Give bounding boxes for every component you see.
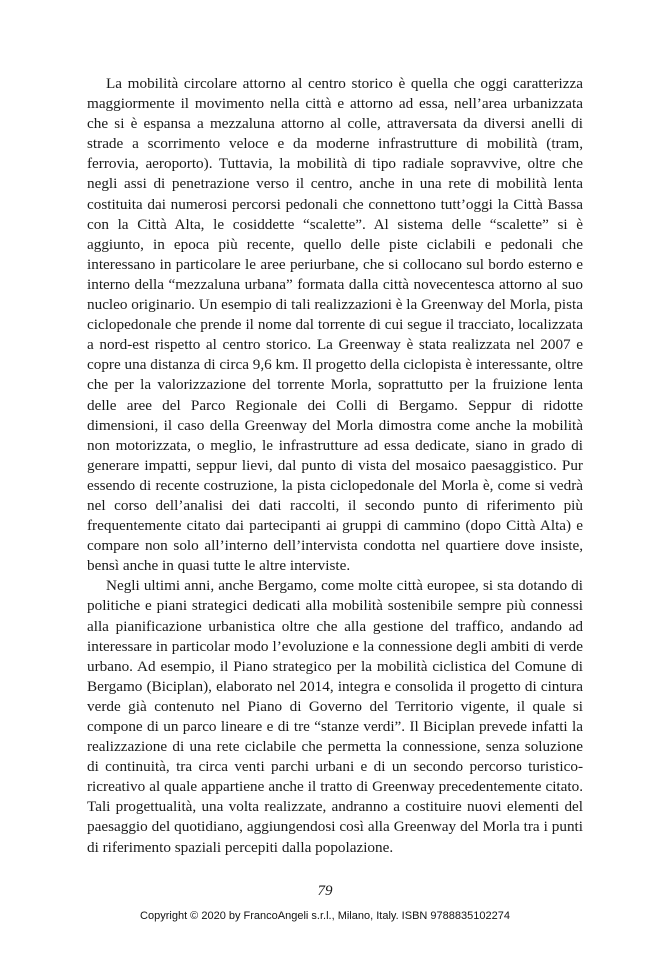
paragraph: La mobilità circolare attorno al centro storico è quella che oggi caratterizza maggiormente il movimento nella città e attorno ad essa, nell’area urbanizzata che si è espansa a mezzaluna attorno al colle, attraversata da diversi anelli di strade a scorrimento veloce e da moderne infrastrutture di mobilità (tram, ferrovia, aeroporto). Tuttavia, la mobilità di tipo radiale sopravvive, oltre che negli assi di penetrazione verso il centro, anche in una rete di mobilità lenta costituita dai numerosi percorsi pedonali che connettono tutt’oggi la Città Bassa con la Città Alta, le cosiddette “scalette”. Al sistema delle “scalette” si è aggiunto, in epoca più recente, quello delle piste ciclabili e pedonali che interessano in particolare le aree periurbane, che si collocano sul bordo esterno e interno della “mezzaluna urbana” formata dalla città novecentesca attorno al suo nucleo originario. Un esempio di tali realizzazioni è la Greenway del Morla, pista ciclopedonale che prende il nome dal torrente di cui segue il tracciato, localizzata a nord-est rispetto al centro storico. La Greenway è stata realizzata nel 2007 e copre una distanza di circa 9,6 km. Il progetto della ciclopista è interessante, oltre che per la valorizzazione del torrente Morla, soprattutto per la fruizione lenta delle aree del Parco Regionale dei Colli di Bergamo. Seppur di ridotte dimensioni, il caso della Greenway del Morla dimostra come anche la mobilità non motorizzata, o meglio, le infrastrutture ad essa dedicate, siano in grado di generare impatti, seppur lievi, dal punto di vista del mosaico paesaggistico. Pur essendo di recente costruzione, la pista ciclopedonale del Morla è, come si vedrà nel corso dell’analisi dei dati raccolti, il secondo punto di riferimento più frequentemente citato dai partecipanti ai gruppi di cammino (dopo Città Alta) e compare non solo all’interno dell’intervista condotta nel quartiere dove insiste, bensì anche in quasi tutte le altre interviste. <box>87 75 583 575</box>
page-number: 79 <box>317 883 333 899</box>
paragraph: Negli ultimi anni, anche Bergamo, come molte città europee, si sta dotando di politiche e piani strategici dedicati alla mobilità sostenibile sempre più connessi alla pianificazione urbanistica oltre che alla gestione del traffico, andando ad interessare in particolar modo l’evoluzione e la connessione degli ambiti di verde urbano. Ad esempio, il Piano strategico per la mobilità ciclistica del Comune di Bergamo (Biciplan), elaborato nel 2014, integra e consolida il progetto di cintura verde già contenuto nel Piano di Governo del Territorio vigente, il quale si compone di un parco lineare e di tre “stanze verdi”. Il Biciplan prevede infatti la realizzazione di una rete ciclabile che permetta la connessione, senza soluzione di continuità, tra circa venti parchi urbani e di un secondo percorso turistico-ricreativo al quale appartiene anche il tratto di Greenway precedentemente citato. Tali progettualità, una volta realizzate, andranno a costituire nuovi elementi del paesaggio del quotidiano, aggiungendosi così alla Greenway del Morla tra i punti di riferimento spaziali percepiti dalla popolazione. <box>87 577 583 856</box>
body-text <box>87 74 583 858</box>
copyright-notice: Copyright © 2020 by FrancoAngeli s.r.l., Milano, Italy. ISBN 9788835102274 <box>140 910 510 922</box>
